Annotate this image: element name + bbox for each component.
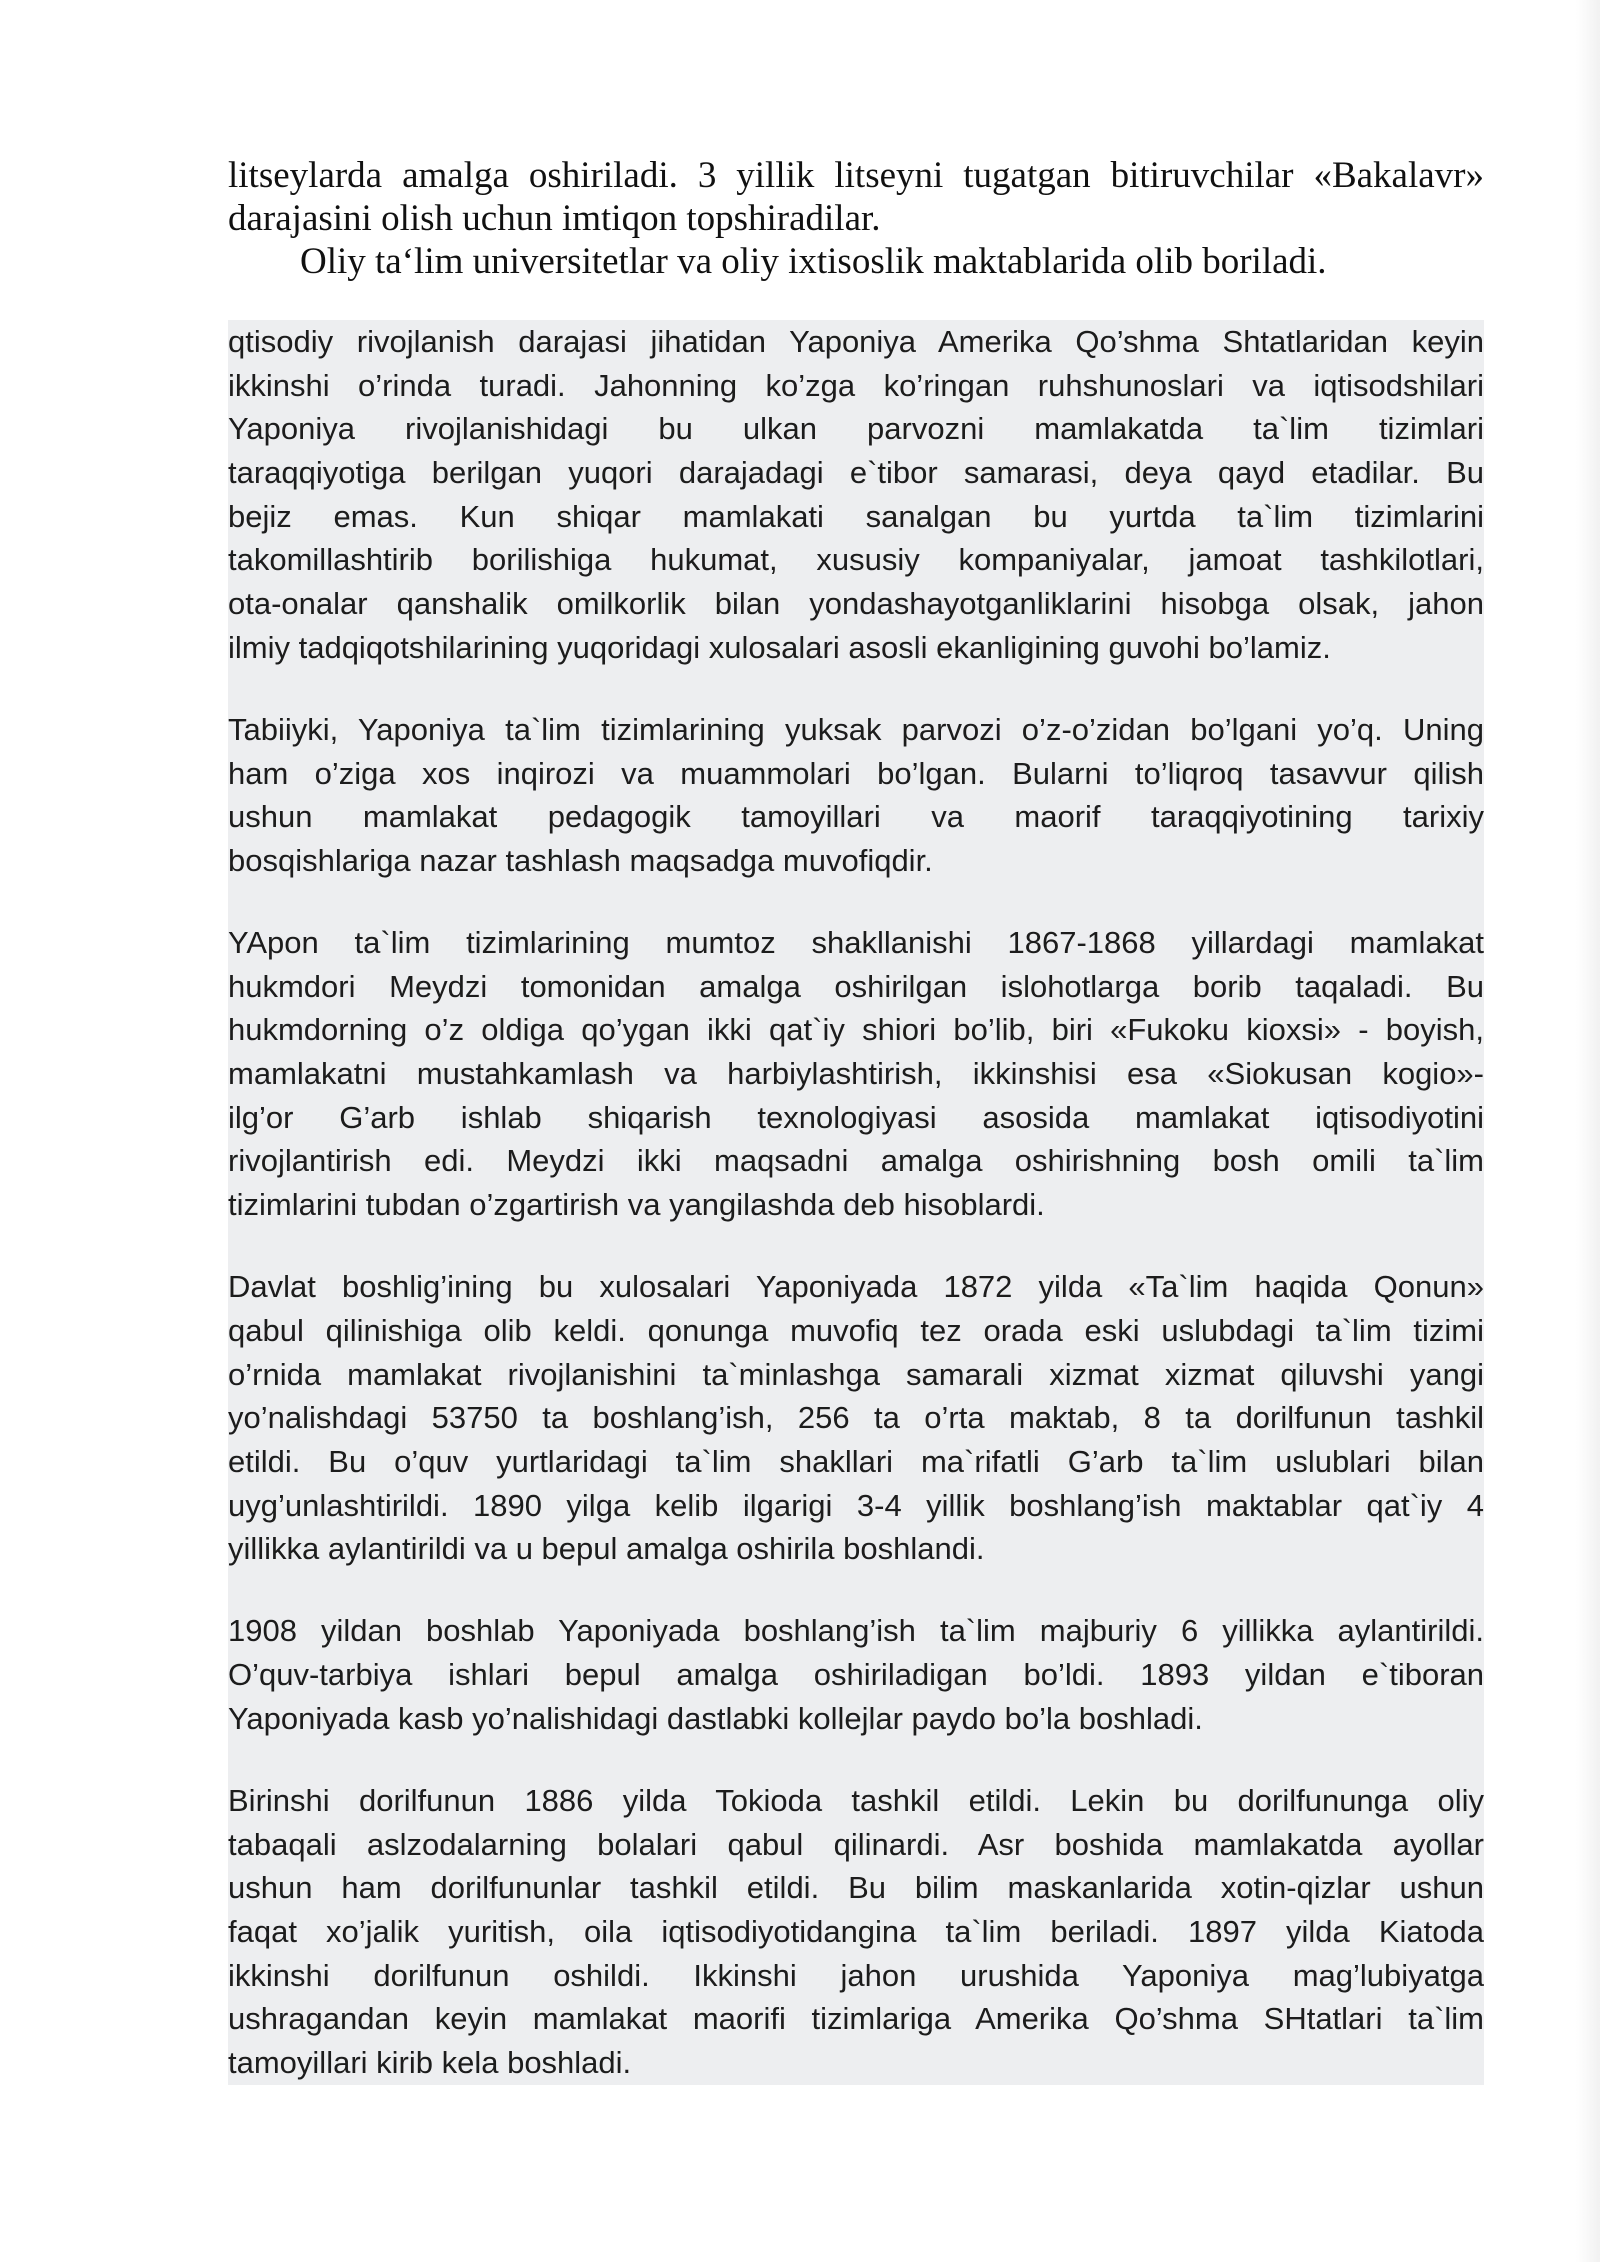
text-line: ushun ham dorilfununlar tashkil etildi. Bu bilim maskanlarida xotin-qizlar ushun	[228, 1870, 1484, 1906]
text-line: qtisodiy rivojlanish darajasi jihatidan Yaponiya Amerika Qo’shma Shtatlaridan keyin	[228, 324, 1484, 359]
text-line: ilg’or G’arb ishlab shiqarish texnologiyasi asosida mamlakat iqtisodiyotini	[228, 1099, 1484, 1135]
text-line: Yaponiya rivojlanishidagi bu ulkan parvozni mamlakatda ta`lim tizimlari	[228, 411, 1484, 447]
text-line: tamoyillari kirib kela boshladi.	[228, 2045, 632, 2081]
page-edge-shadow	[1576, 0, 1600, 2262]
text-line: mamlakatni mustahkamlash va harbiylashtirish, ikkinshisi esa «Siokusan kogio»-	[228, 1056, 1484, 1092]
text-line: etildi. Bu o’quv yurtlaridagi ta`lim shakllari ma`rifatli G’arb ta`lim uslublari bilan	[228, 1443, 1484, 1479]
body-paragraph	[228, 1609, 1484, 1740]
text-line: hukmdori Meydzi tomonidan amalga oshirilgan islohotlarga borib taqaladi. Bu	[228, 968, 1484, 1004]
text-line: ikkinshi o’rinda turadi. Jahonning ko’zga ko’ringan ruhshunoslari va iqtisodshilari	[228, 367, 1484, 403]
text-line: yillikka aylantirildi va u bepul amalga oshirila boshlandi.	[228, 1531, 985, 1567]
text-line: ushun mamlakat pedagogik tamoyillari va maorif taraqqiyotining tarixiy	[228, 799, 1484, 835]
body-paragraph	[228, 708, 1484, 883]
body-paragraph	[228, 1265, 1484, 1571]
text-line: qabul qilinishiga olib keldi. qonunga muvofiq tez orada eski uslubdagi ta`lim tizimi	[228, 1312, 1484, 1348]
text-line: Yaponiyada kasb yo’nalishidagi dastlabki kollejlar paydo bo’la boshladi.	[228, 1700, 1203, 1736]
text-line: ushragandan keyin mamlakat maorifi tizimlariga Amerika Qo’shma SHtatlari ta`lim	[228, 2001, 1484, 2037]
intro-paragraph	[228, 154, 1484, 283]
text-line: o’rnida mamlakat rivojlanishini ta`minlashga samarali xizmat xizmat qiluvshi yangi	[228, 1356, 1484, 1392]
text-line: takomillashtirib borilishiga hukumat, xususiy kompaniyalar, jamoat tashkilotlari,	[228, 542, 1484, 578]
body-paragraph	[228, 1779, 1484, 2085]
text-line: bejiz emas. Kun shiqar mamlakati sanalgan bu yurtda ta`lim tizimlarini	[228, 498, 1484, 534]
text-line: Davlat boshlig’ining bu xulosalari Yaponiyada 1872 yilda «Ta`lim haqida Qonun»	[228, 1269, 1484, 1305]
text-line: uyg’unlashtirildi. 1890 yilga kelib ilgarigi 3-4 yillik boshlang’ish maktablar qat`iy 4	[228, 1487, 1484, 1523]
text-line: yo’nalishdagi 53750 ta boshlang’ish, 256 ta o’rta maktab, 8 ta dorilfunun tashkil	[228, 1400, 1484, 1436]
text-line: Tabiiyki, Yaponiya ta`lim tizimlarining yuksak parvozi o’z-o’zidan bo’lgani yo’q. Uning	[228, 711, 1484, 747]
highlighted-section	[228, 320, 1484, 2085]
text-line: Oliy ta‘lim universitetlar va oliy ixtisoslik maktablarida olib boriladi.	[300, 241, 1327, 282]
text-line: tabaqali aslzodalarning bolalari qabul qilinardi. Asr boshida mamlakatda ayollar	[228, 1826, 1484, 1862]
body-paragraph	[228, 320, 1484, 670]
text-line: Birinshi dorilfunun 1886 yilda Tokioda tashkil etildi. Lekin bu dorilfununga oliy	[228, 1782, 1484, 1818]
text-line: faqat xo’jalik yuritish, oila iqtisodiyotidangina ta`lim beriladi. 1897 yilda Kiatoda	[228, 1913, 1484, 1949]
body-paragraph	[228, 921, 1484, 1227]
text-line: taraqqiyotiga berilgan yuqori darajadagi e`tibor samarasi, deya qayd etadilar. Bu	[228, 455, 1484, 491]
text-line: ilmiy tadqiqotshilarining yuqoridagi xulosalari asosli ekanligining guvohi bo’lamiz.	[228, 629, 1331, 665]
text-line: tizimlarini tubdan o’zgartirish va yangilashda deb hisoblardi.	[228, 1187, 1045, 1223]
text-line: YApon ta`lim tizimlarining mumtoz shakllanishi 1867-1868 yillardagi mamlakat	[228, 925, 1484, 961]
text-line: darajasini olish uchun imtiqon topshiradilar.	[228, 198, 881, 239]
text-line: hukmdorning o’z oldiga qo’ygan ikki qat`iy shiori bo’lib, biri «Fukoku kioxsi» - boyish,	[228, 1012, 1484, 1048]
text-line: O’quv-tarbiya ishlari bepul amalga oshiriladigan bo’ldi. 1893 yildan e`tiboran	[228, 1657, 1484, 1693]
text-line: litseylarda amalga oshiriladi. 3 yillik litseyni tugatgan bitiruvchilar «Bakalavr»	[228, 155, 1484, 196]
text-line: ikkinshi dorilfunun oshildi. Ikkinshi jahon urushida Yaponiya mag’lubiyatga	[228, 1957, 1484, 1993]
text-line: 1908 yildan boshlab Yaponiyada boshlang’ish ta`lim majburiy 6 yillikka aylantirildi.	[228, 1613, 1484, 1649]
text-line: rivojlantirish edi. Meydzi ikki maqsadni amalga oshirishning bosh omili ta`lim	[228, 1143, 1484, 1179]
text-line: ota-onalar qanshalik omilkorlik bilan yondashayotganliklarini hisobga olsak, jahon	[228, 586, 1484, 622]
text-line: ham o’ziga xos inqirozi va muammolari bo’lgan. Bularni to’liqroq tasavvur qilish	[228, 755, 1484, 791]
text-line: bosqishlariga nazar tashlash maqsadga muvofiqdir.	[228, 842, 933, 878]
